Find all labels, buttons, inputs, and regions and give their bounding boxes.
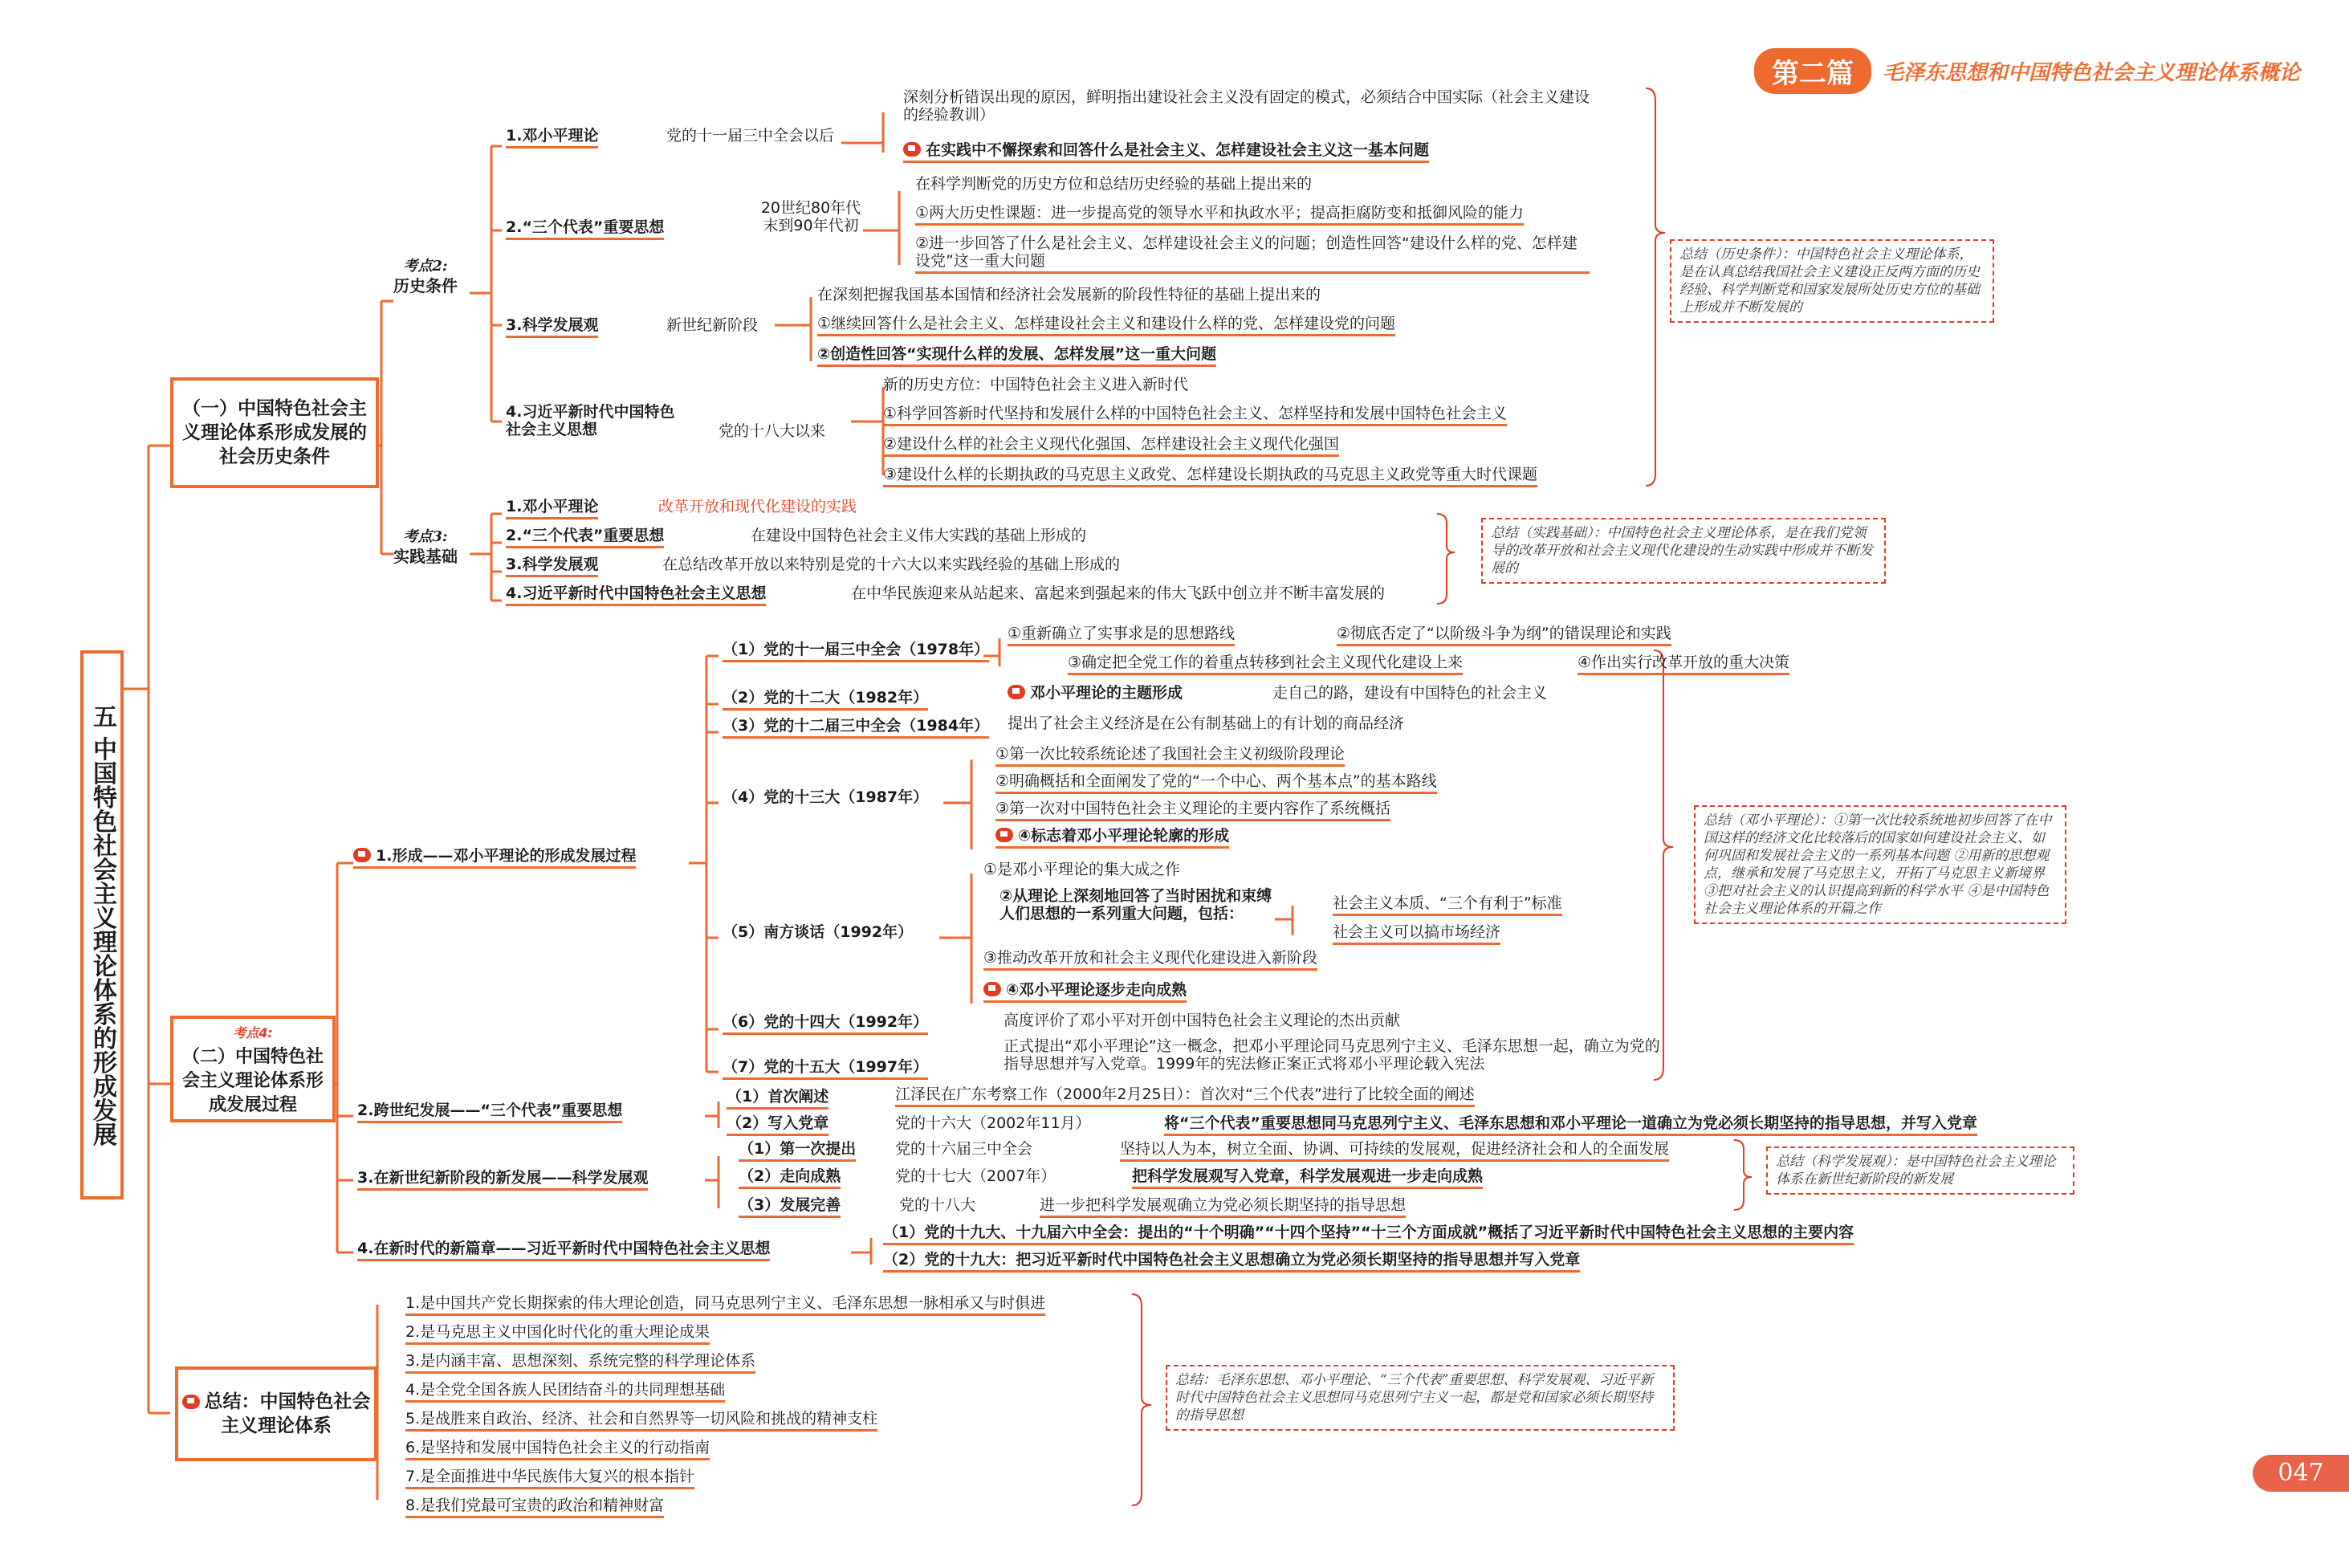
prac-3-name: 3.科学发展观	[506, 556, 598, 577]
header-title: 毛泽东思想和中国特色社会主义理论体系概论	[1883, 61, 2301, 85]
hist-3-item-3: ②创造性回答“实现什么样的发展、怎样发展”这一重大问题	[817, 345, 1216, 367]
e4-item-4	[995, 827, 1229, 849]
section-3-title: 总结：中国特色社会主义理论体系	[204, 1391, 371, 1436]
g1-title: （1）第一次提出	[739, 1140, 856, 1162]
section-1-node	[170, 377, 379, 488]
kd3-name: 实践基础	[393, 547, 458, 566]
deng-summary: 总结（邓小平理论）：①第一次比较系统地初步回答了在中国这样的经济文化比较落后的国家如何建设社会主义、如何巩固和发展社会主义的一系列基本问题 ②用新的思想观点，继承和发展了马克思主义，开拓了马克思主义新境界 ③把对社会主义的认识提高到新的科学水平 ④是中国特色社会主义理论体系的开篇之作	[1694, 805, 2066, 924]
branch-2: 2.跨世纪发展——“三个代表”重要思想	[357, 1102, 622, 1123]
s3-item-6: 6.是坚持和发展中国特色社会主义的行动指南	[405, 1439, 710, 1460]
s3-item-8: 8.是我们党最可宝贵的政治和精神财富	[405, 1497, 664, 1518]
e6-title: （6）党的十四大（1992年）	[723, 1013, 928, 1035]
e6-a: 高度评价了邓小平对开创中国特色社会主义理论的杰出贡献	[1004, 1012, 1401, 1029]
prac-1-desc: 改革开放和现代化建设的实践	[658, 498, 857, 515]
hist-4-item-2: ①科学回答新时代坚持和发展什么样的中国特色社会主义、怎样坚持和发展中国特色社会主义	[883, 405, 1507, 426]
f1-a: 江泽民在广东考察工作（2000年2月25日）：首次对“三个代表”进行了比较全面的阐述	[895, 1085, 1475, 1107]
h2: （2）党的十九大：把习近平新时代中国特色社会主义思想确立为党必须长期坚持的指导思想并写入党章	[883, 1251, 1580, 1273]
kd2-name: 历史条件	[393, 276, 458, 295]
e1-d: ④作出实行改革开放的重大决策	[1578, 654, 1789, 675]
flag-icon	[903, 142, 921, 157]
hist-1-time: 党的十一届三中全会以后	[666, 127, 835, 145]
h1: （1）党的十九大、十九届六中全会：提出的“十个明确”“十四个坚持”“十三个方面成就”概括了习近平新时代中国特色社会主义思想的主要内容	[883, 1224, 1854, 1245]
flag-icon	[182, 1395, 200, 1409]
root-node	[80, 650, 124, 1199]
e7-title: （7）党的十五大（1997年）	[723, 1058, 928, 1080]
section-1-title: （一）中国特色社会主义理论体系形成发展的社会历史条件	[182, 398, 367, 467]
e1-c: ③确定把全党工作的着重点转移到社会主义现代化建设上来	[1068, 654, 1463, 675]
prac-2-name: 2.“三个代表”重要思想	[506, 527, 664, 548]
kd3-label	[393, 526, 458, 566]
page-header	[1754, 48, 2300, 94]
s3-item-5: 5.是战胜来自政治、经济、社会和自然界等一切风险和挑战的精神支柱	[405, 1410, 877, 1432]
section-2-node	[170, 1016, 336, 1122]
prac-3-desc: 在总结改革开放以来特别是党的十六大以来实践经验的基础上形成的	[662, 556, 1121, 573]
e4-item-2: ②明确概括和全面阐发了党的“一个中心、两个基本点”的基本路线	[995, 772, 1437, 794]
s3-item-1: 1.是中国共产党长期探索的伟大理论创造，同马克思列宁主义、毛泽东思想一脉相承又与时俱进	[405, 1294, 1045, 1316]
flag-icon	[353, 848, 371, 862]
e2-title: （2）党的十二大（1982年）	[723, 689, 928, 711]
section-2-title: （二）中国特色社会主义理论体系形成发展过程	[181, 1046, 324, 1115]
e1-b: ②彻底否定了“以阶级斗争为纲”的错误理论和实践	[1337, 625, 1671, 646]
f2-a: 党的十六大（2002年11月）	[895, 1114, 1091, 1132]
hist-3-name: 3.科学发展观	[506, 316, 598, 338]
e2-a	[1008, 684, 1183, 702]
s3-summary: 总结：毛泽东思想、邓小平理论、“三个代表”重要思想、科学发展观、习近平新时代中国特色社会主义思想同马克思列宁主义一起，都是党和国家必须长期坚持的指导思想	[1166, 1365, 1675, 1431]
hist-1-item-1: 深刻分析错误出现的原因，鲜明指出建设社会主义没有固定的模式，必须结合中国实际（社会主义建设的经验教训）	[903, 88, 1590, 124]
e7-a: 正式提出“邓小平理论”这一概念，把邓小平理论同马克思列宁主义、毛泽东思想一起，确立为党的指导思想并写入党章。1999年的宪法修正案正式将邓小平理论载入宪法	[1004, 1037, 1660, 1073]
branch-3: 3.在新世纪新阶段的新发展——科学发展观	[357, 1169, 648, 1191]
prac-2-desc: 在建设中国特色社会主义伟大实践的基础上形成的	[751, 527, 1087, 544]
section-3-node	[175, 1366, 377, 1461]
e5-a: ①是邓小平理论的集大成之作	[983, 861, 1181, 878]
hist-3-item-2: ①继续回答什么是社会主义、怎样建设社会主义和建设什么样的党、怎样建设党的问题	[817, 315, 1395, 336]
e5-title: （5）南方谈话（1992年）	[723, 923, 914, 941]
kd2-label	[393, 255, 458, 295]
e5-d-text: ④邓小平理论逐步走向成熟	[1006, 981, 1187, 999]
s3-item-2: 2.是马克思主义中国化时代化的重大理论成果	[405, 1323, 710, 1345]
e4-item-3: ③第一次对中国特色社会主义理论的主要内容作了系统概括	[995, 800, 1390, 821]
g3-b: 进一步把科学发展观确立为党必须长期坚持的指导思想	[1040, 1196, 1406, 1218]
f2-b: 将“三个代表”重要思想同马克思列宁主义、毛泽东思想和邓小平理论一道确立为党必须长期坚持的指导思想，并写入党章	[1164, 1114, 1977, 1136]
g1-b: 坚持以人为本，树立全面、协调、可持续的发展观，促进经济社会和人的全面发展	[1120, 1140, 1669, 1162]
g1-a: 党的十六届三中全会	[895, 1140, 1033, 1158]
sci-summary: 总结（科学发展观）：是中国特色社会主义理论体系在新世纪新阶段的新发展	[1766, 1146, 2074, 1195]
hist-4-item-4: ③建设什么样的长期执政的马克思主义政党、怎样建设长期执政的马克思主义政党等重大时代课题	[883, 466, 1537, 487]
hist-4-item-3: ②建设什么样的社会主义现代化强国、怎样建设社会主义现代化强国	[883, 435, 1339, 457]
hist-3-item-1: 在深刻把握我国基本国情和经济社会发展新的阶段性特征的基础上提出来的	[817, 286, 1321, 303]
e5-b1: 社会主义本质、“三个有利于”标准	[1333, 894, 1562, 916]
g3-a: 党的十八大	[899, 1196, 976, 1214]
prac-4-desc: 在中华民族迎来从站起来、富起来到强起来的伟大飞跃中创立并不断丰富发展的	[851, 584, 1386, 602]
g2-a: 党的十七大（2007年）	[895, 1167, 1056, 1185]
e1-a: ①重新确立了实事求是的思想路线	[1008, 625, 1235, 646]
e5-d	[983, 981, 1187, 1003]
e2-b: 走自己的路，建设有中国特色的社会主义	[1272, 684, 1548, 702]
e5-c: ③推动改革开放和社会主义现代化建设进入新阶段	[983, 949, 1317, 971]
kd4-tag: 考点4:	[233, 1024, 273, 1041]
branch-1-text: 1.形成——邓小平理论的形成发展过程	[376, 847, 637, 865]
s3-item-3: 3.是内涵丰富、思想深刻、系统完整的科学理论体系	[405, 1352, 755, 1374]
e5-b2: 社会主义可以搞市场经济	[1333, 923, 1500, 945]
s3-item-7: 7.是全面推进中华民族伟大复兴的根本指针	[405, 1468, 694, 1489]
g2-b: 把科学发展观写入党章，科学发展观进一步走向成熟	[1132, 1167, 1483, 1189]
hist-4-item-1: 新的历史方位：中国特色社会主义进入新时代	[883, 376, 1189, 393]
prac-4-name: 4.习近平新时代中国特色社会主义思想	[506, 584, 766, 606]
prac-summary: 总结（实践基础）：中国特色社会主义理论体系，是在我们党领导的改革开放和社会主义现代化建设的生动实践中形成并不断发展的	[1481, 518, 1886, 584]
hist-1-item-2	[903, 141, 1429, 163]
f2-title: （2）写入党章	[727, 1114, 828, 1136]
e4-title: （4）党的十三大（1987年）	[723, 788, 929, 806]
hist-3-time: 新世纪新阶段	[666, 316, 759, 334]
hist-2-item-1: 在科学判断党的历史方位和总结历史经验的基础上提出来的	[915, 175, 1313, 193]
f1-title: （1）首次阐述	[727, 1088, 828, 1110]
part-badge: 第二篇	[1754, 48, 1871, 94]
g2-title: （2）走向成熟	[739, 1167, 841, 1189]
hist-4-time: 党的十八大以来	[719, 422, 826, 440]
branch-1	[353, 847, 636, 869]
e4-item-4-text: ④标志着邓小平理论轮廓的形成	[1018, 827, 1230, 845]
kd3-tag: 考点3:	[403, 528, 448, 545]
e3-a: 提出了社会主义经济是在公有制基础上的有计划的商品经济	[1008, 715, 1405, 732]
e2-a-text: 邓小平理论的主题形成	[1030, 684, 1183, 702]
hist-1-item-2-text: 在实践中不懈探索和回答什么是社会主义、怎样建设社会主义这一基本问题	[926, 141, 1430, 159]
e1-title: （1）党的十一届三中全会（1978年）	[723, 641, 989, 662]
hist-summary: 总结（历史条件）：中国特色社会主义理论体系，是在认真总结我国社会主义建设正反两方面的历史经验、科学判断党和国家发展所处历史方位的基础上形成并不断发展的	[1670, 239, 1994, 323]
hist-2-name: 2.“三个代表”重要思想	[506, 218, 664, 240]
s3-item-4: 4.是全党全国各族人民团结奋斗的共同理想基础	[405, 1381, 725, 1403]
branch-4: 4.在新时代的新篇章——习近平新时代中国特色社会主义思想	[357, 1240, 770, 1261]
root-label: 五 中国特色社会主义理论体系的形成发展	[88, 703, 116, 1146]
e4-item-1: ①第一次比较系统论述了我国社会主义初级阶段理论	[995, 745, 1345, 767]
hist-1-name: 1.邓小平理论	[506, 127, 598, 149]
hist-2-item-3: ②进一步回答了什么是社会主义、怎样建设社会主义的问题；创造性回答“建设什么样的党、怎样建设党”这一重大问题	[915, 234, 1590, 274]
flag-icon	[1008, 685, 1025, 699]
flag-icon	[983, 982, 1001, 996]
section-3-title-wrap	[181, 1390, 371, 1438]
hist-2-item-2: ①两大历史性课题：进一步提高党的领导水平和执政水平；提高拒腐防变和抵御风险的能力	[915, 204, 1524, 226]
flag-icon	[995, 828, 1013, 842]
hist-2-time: 20世纪80年代末到90年代初	[760, 199, 861, 234]
prac-1-name: 1.邓小平理论	[506, 498, 598, 519]
kd2-tag: 考点2:	[403, 258, 448, 275]
g3-title: （3）发展完善	[739, 1196, 841, 1218]
page-number: 047	[2253, 1455, 2349, 1492]
e5-b: ②从理论上深刻地回答了当时困扰和束缚人们思想的一系列重大问题，包括：	[999, 887, 1272, 922]
hist-4-name: 4.习近平新时代中国特色社会主义思想	[506, 403, 675, 438]
e3-title: （3）党的十二届三中全会（1984年）	[723, 717, 989, 739]
